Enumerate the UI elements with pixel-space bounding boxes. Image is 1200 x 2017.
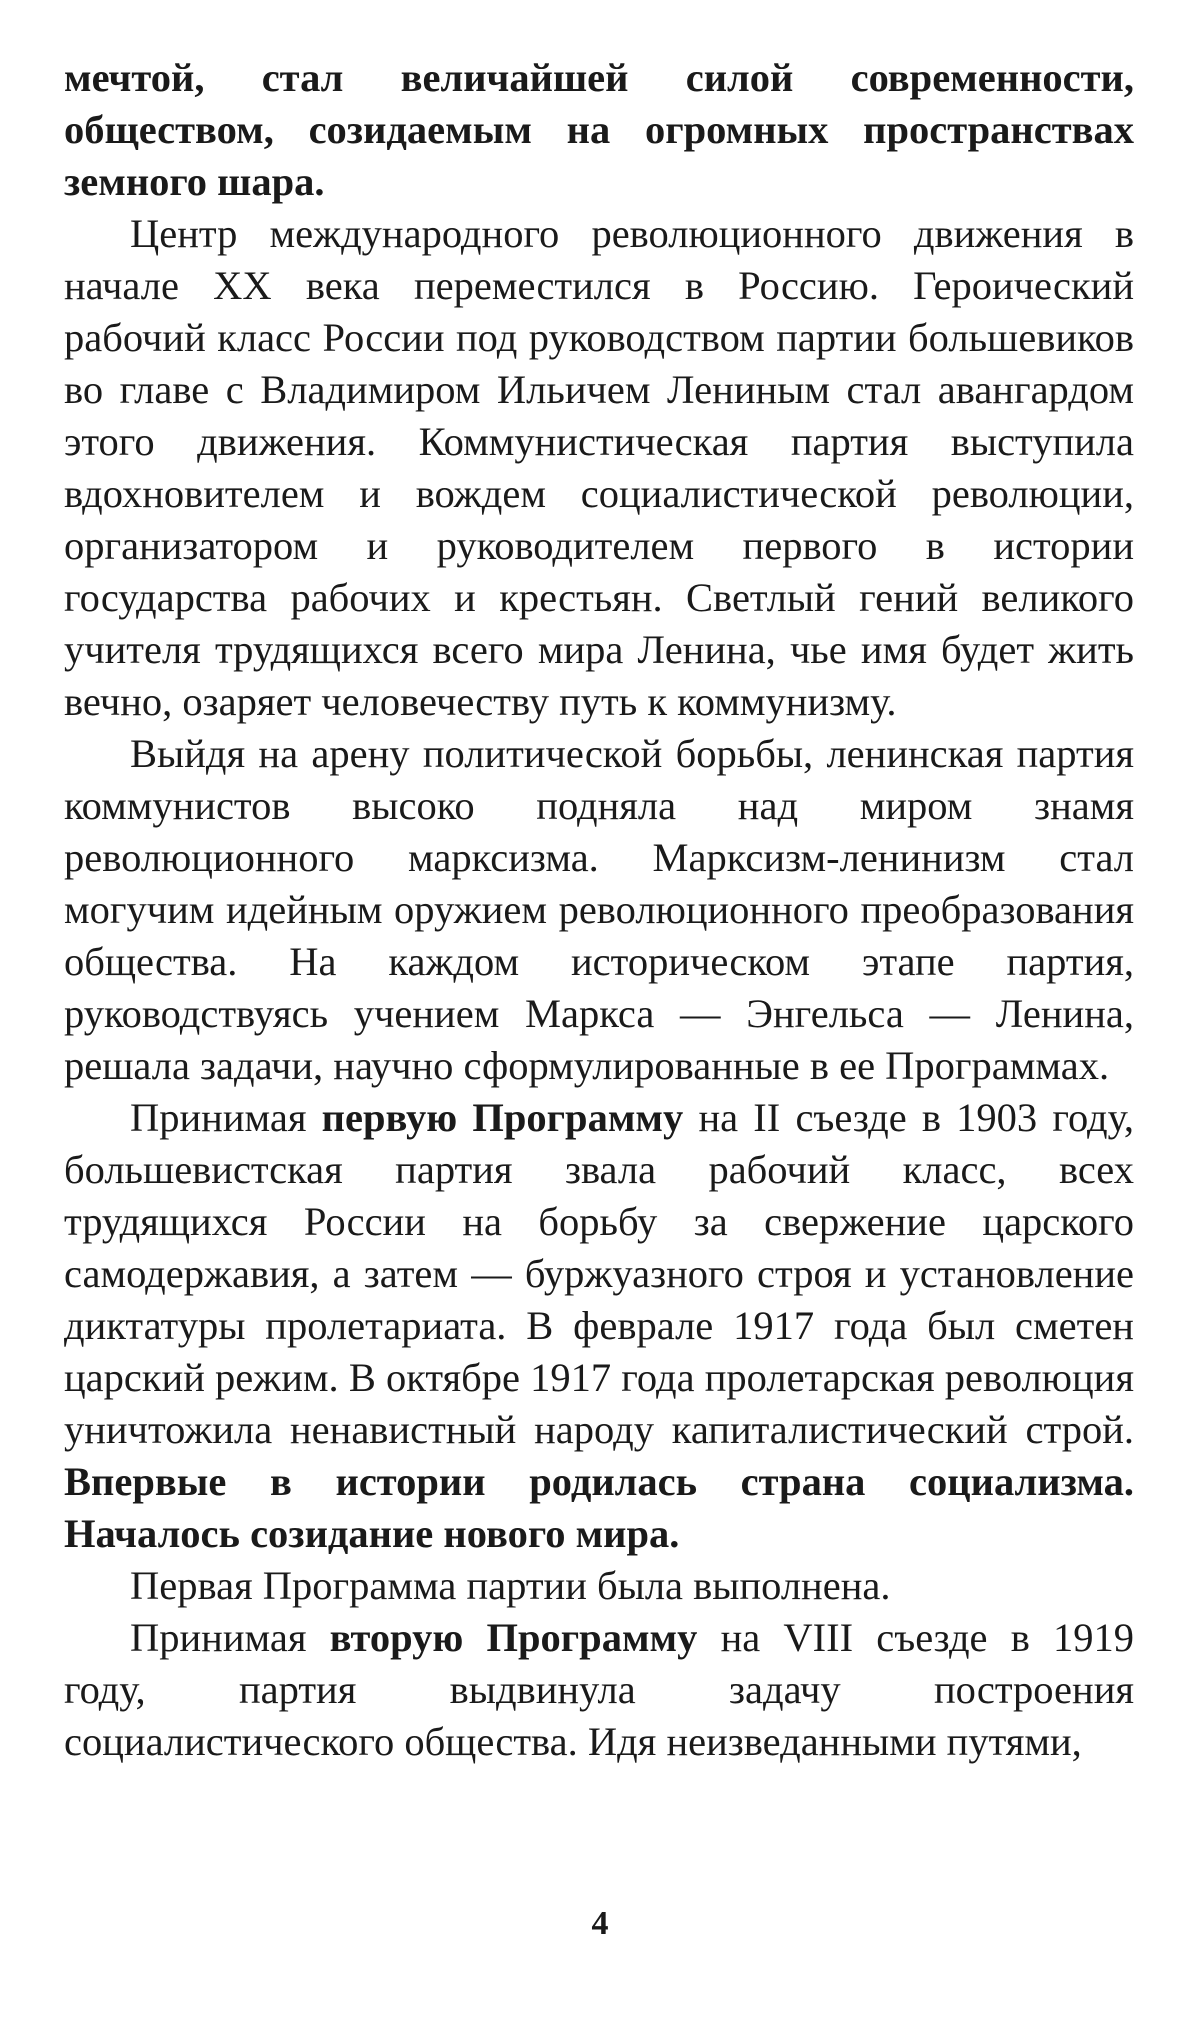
bold-text: мечтой, стал величайшей силой современности, обществом, созидаемым на огромных пространствах земного шара. <box>64 55 1134 204</box>
bold-text: Впервые в истории родилась страна социализма. Началось созидание нового мира. <box>64 1459 1134 1556</box>
body-text: Принимая <box>130 1615 330 1660</box>
body-text: Принимая <box>130 1095 322 1140</box>
bold-text: вторую Программу <box>329 1615 698 1660</box>
paragraph <box>64 52 1134 208</box>
page-body <box>64 52 1134 1768</box>
bold-text: первую Программу <box>321 1095 684 1140</box>
paragraph <box>64 1612 1134 1768</box>
paragraph <box>64 728 1134 1092</box>
paragraph <box>64 1092 1134 1560</box>
body-text: Выйдя на арену политической борьбы, ленинская партия коммунистов высоко подняла над миром знамя революционного марксизма. Марксизм-ленинизм стал могучим идейным оружием революционного преобразования общества. На каждом историческом этапе партия, руководствуясь учением Маркса — Энгельса — Ленина, решала задачи, научно сформулированные в ее Программах. <box>64 731 1134 1088</box>
body-text: Первая Программа партии была выполнена. <box>130 1563 891 1608</box>
page-number: 4 <box>591 1905 609 1942</box>
body-text: Центр международного революционного движения в начале XX века переместился в Россию. Героический рабочий класс России под руководством партии большевиков во главе с Владимиром Ильичем Лениным стал авангардом этого движения. Коммунистическая партия выступила вдохновителем и вождем социалистической революции, организатором и руководителем первого в истории государства рабочих и крестьян. Светлый гений великого учителя трудящихся всего мира Ленина, чье имя будет жить вечно, озаряет человечеству путь к коммунизму. <box>64 211 1134 724</box>
body-text: на II съезде в 1903 году, большевистская партия звала рабочий класс, всех трудящихся России на борьбу за свержение царского самодержавия, а затем — буржуазного строя и установление диктатуры пролетариата. В феврале 1917 года был сметен царский режим. В октябре 1917 года пролетарская революция уничтожила ненавистный народу капиталистический строй. <box>64 1095 1134 1452</box>
paragraph <box>64 208 1134 728</box>
paragraph <box>64 1560 1134 1612</box>
body-text: на VIII съезде в 1919 году, партия выдвинула задачу построения социалистического общества. Идя неизведанными путями, <box>64 1615 1135 1764</box>
